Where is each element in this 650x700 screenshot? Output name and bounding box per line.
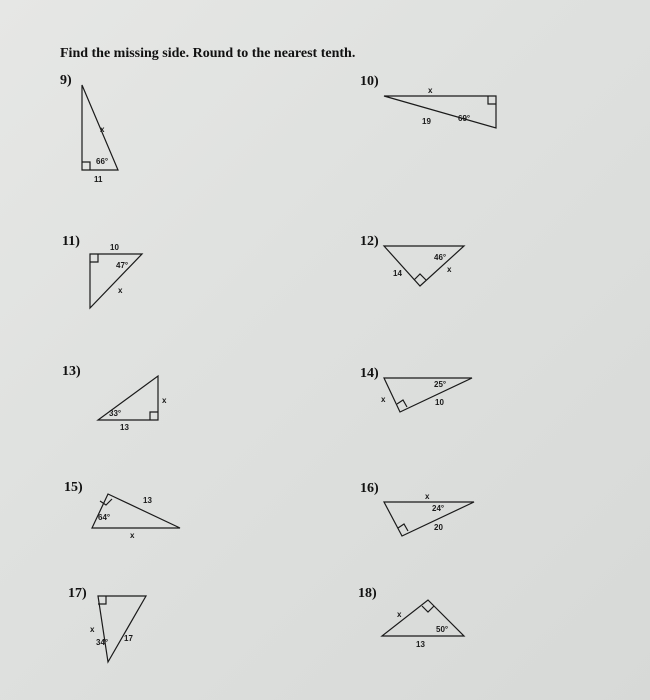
triangle-15 — [92, 494, 180, 540]
angle-label: 25° — [434, 380, 447, 389]
side-label: 13 — [416, 640, 425, 649]
side-label: x — [447, 265, 452, 274]
angle-label: 64° — [98, 513, 111, 522]
triangle-18 — [382, 600, 464, 649]
side-label: x — [130, 531, 135, 540]
angle-label: 33° — [109, 409, 122, 418]
angle-label: 46° — [434, 253, 447, 262]
problem-number-11: 11) — [62, 234, 80, 249]
triangle-14 — [381, 378, 472, 412]
triangle-16 — [384, 492, 474, 536]
problem-number-14: 14) — [360, 366, 379, 381]
side-label: 20 — [434, 523, 443, 532]
problem-number-15: 15) — [64, 480, 83, 495]
side-label: 14 — [393, 269, 402, 278]
angle-label: 69° — [458, 114, 471, 123]
triangle-11 — [90, 243, 142, 308]
side-label: 10 — [435, 398, 444, 407]
side-label: 17 — [124, 634, 133, 643]
problem-number-16: 16) — [360, 481, 379, 496]
side-label: 11 — [94, 175, 103, 184]
side-label: x — [428, 86, 433, 95]
triangle-9 — [82, 85, 118, 184]
angle-label: 66° — [96, 157, 109, 166]
problem-number-10: 10) — [360, 74, 379, 89]
side-label: x — [90, 625, 95, 634]
side-label: 13 — [120, 423, 129, 432]
side-label: x — [397, 610, 402, 619]
side-label: x — [381, 395, 386, 404]
angle-label: 24° — [432, 504, 445, 513]
problem-number-13: 13) — [62, 364, 81, 379]
problem-number-17: 17) — [68, 586, 87, 601]
angle-label: 34° — [96, 638, 109, 647]
problem-number-9: 9) — [60, 73, 72, 88]
angle-label: 50° — [436, 625, 449, 634]
side-label: 10 — [110, 243, 119, 252]
instructions: Find the missing side. Round to the nearest tenth. — [60, 46, 356, 61]
triangle-12 — [384, 246, 464, 286]
side-label: x — [118, 286, 123, 295]
side-label: 19 — [422, 117, 431, 126]
angle-label: 47° — [116, 261, 129, 270]
side-label: 13 — [143, 496, 152, 505]
problem-number-12: 12) — [360, 234, 379, 249]
side-label: x — [100, 125, 105, 134]
side-label: x — [425, 492, 430, 501]
triangle-10 — [384, 86, 496, 128]
triangle-17 — [90, 596, 146, 662]
problem-number-18: 18) — [358, 586, 377, 601]
side-label: x — [162, 396, 167, 405]
triangle-13 — [98, 376, 167, 432]
